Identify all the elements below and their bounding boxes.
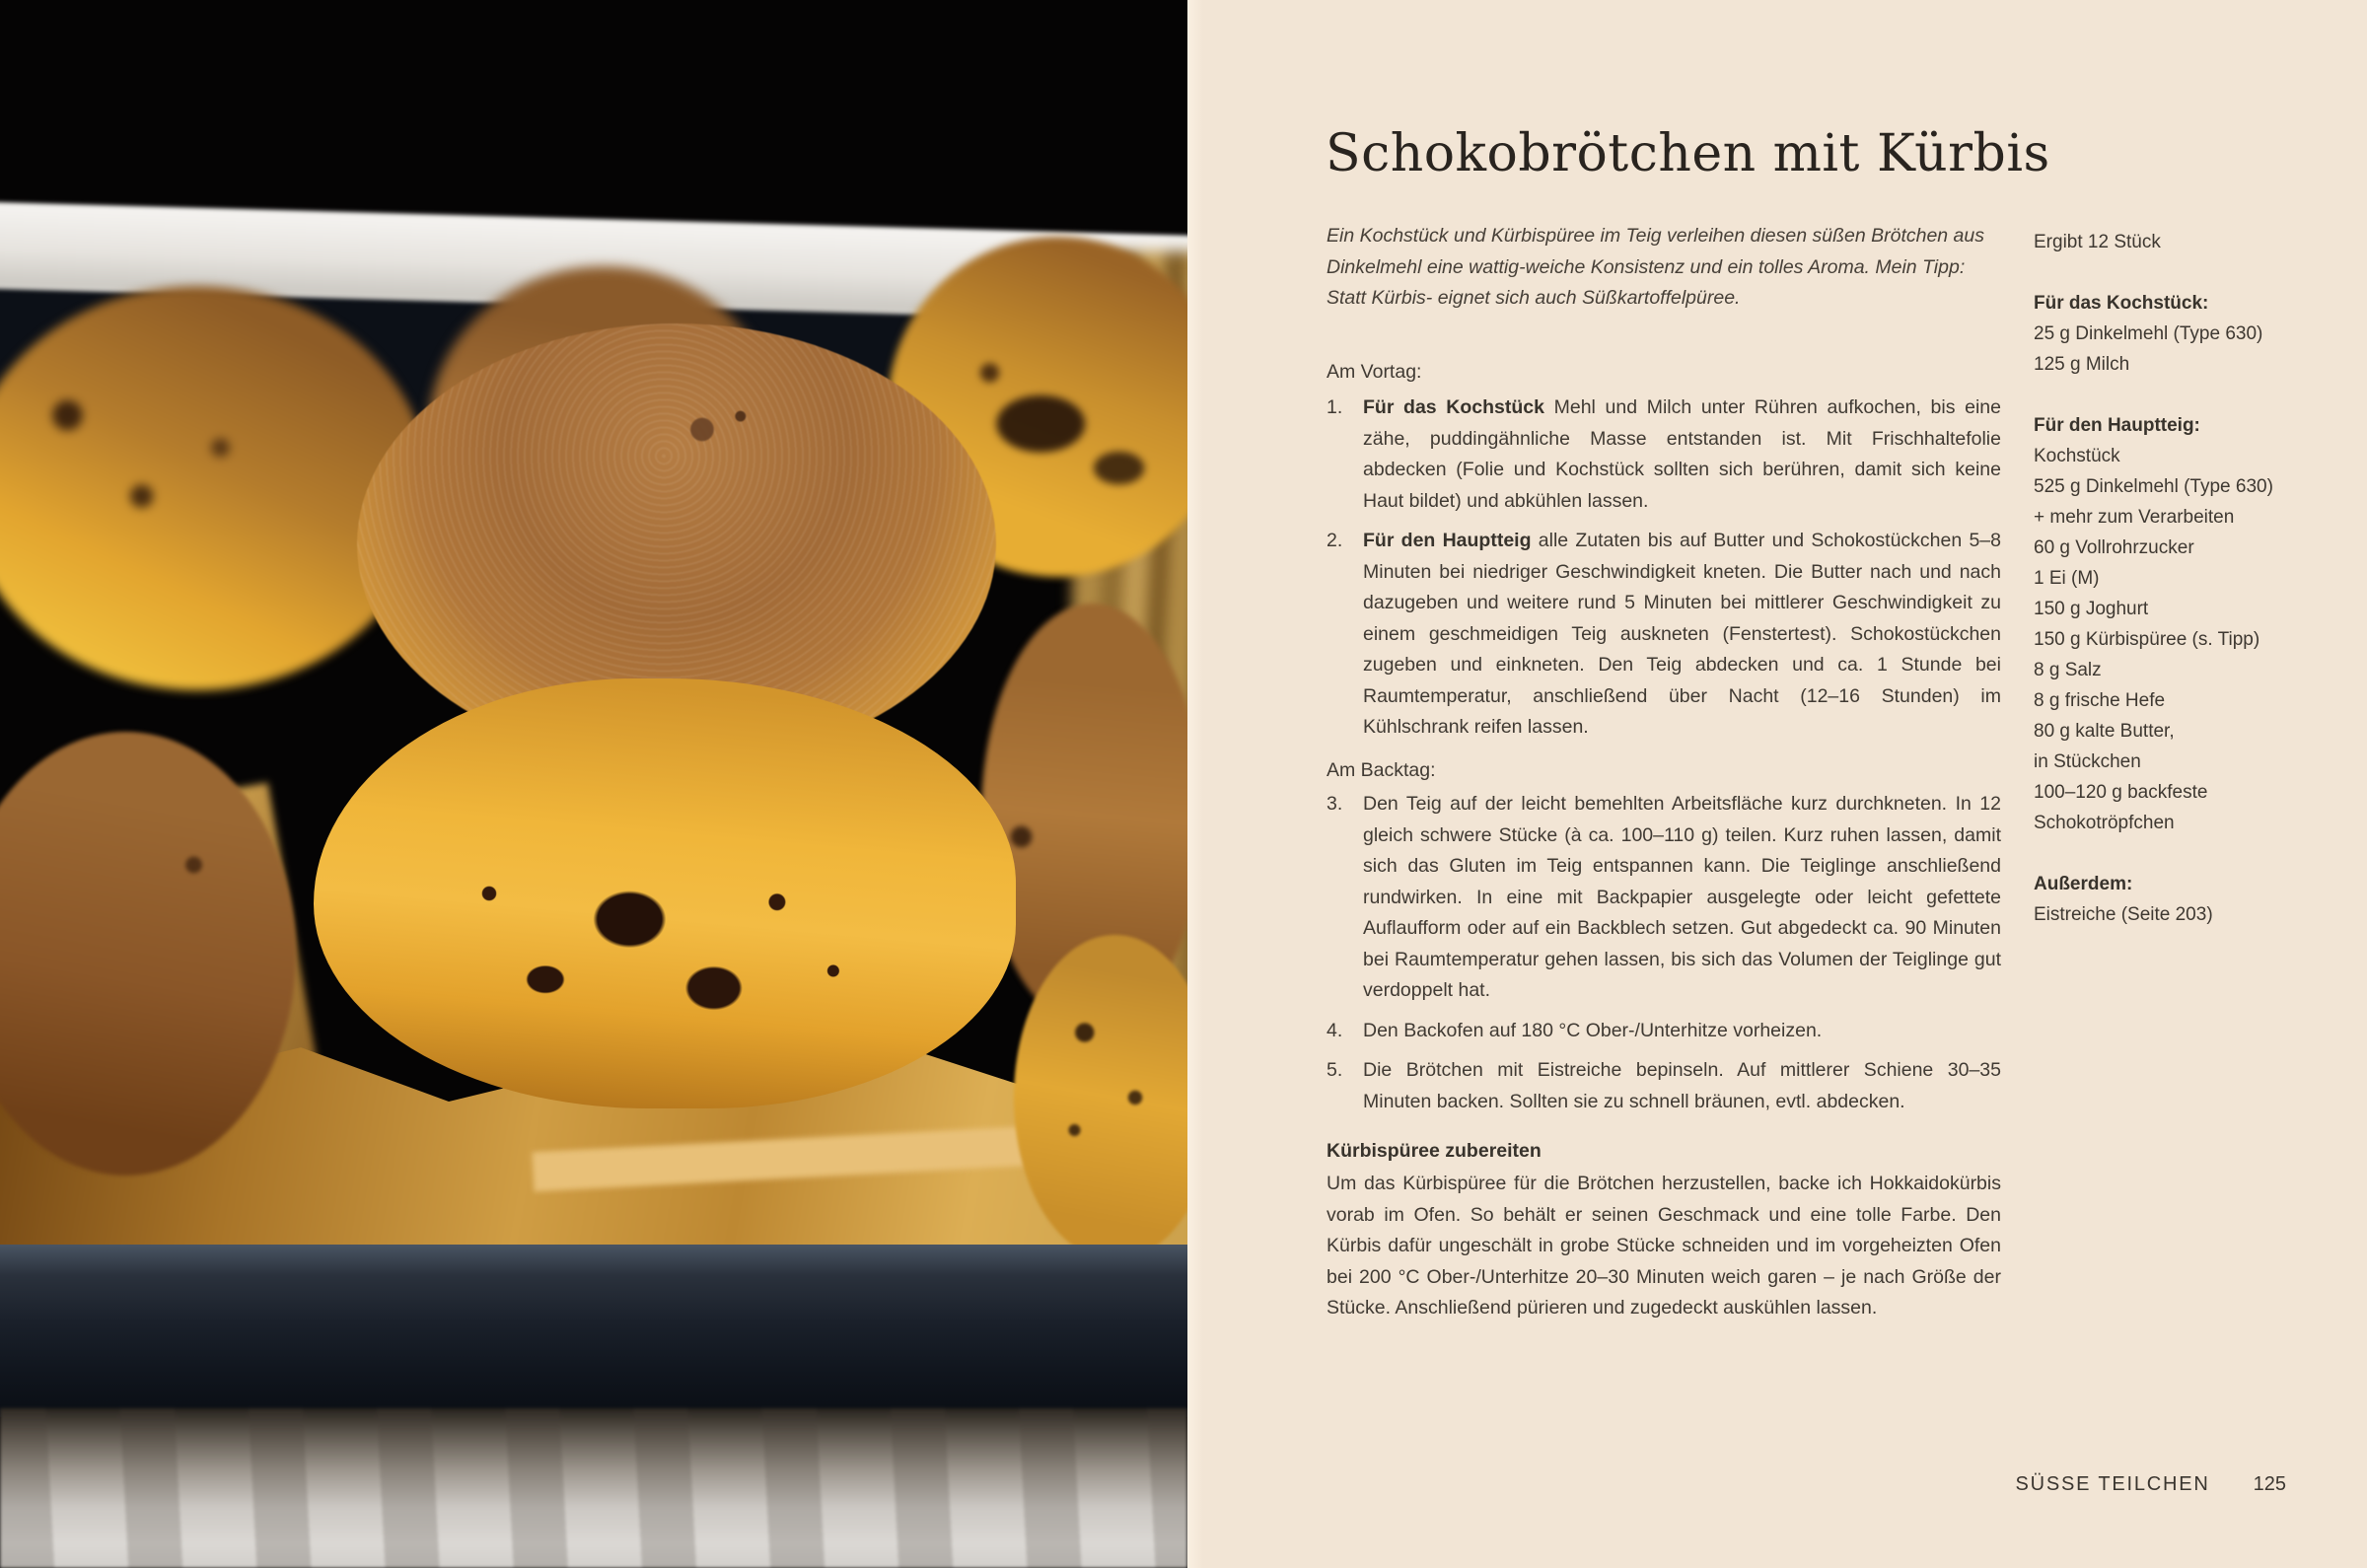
ingredient-line: in Stückchen <box>2034 751 2141 772</box>
step-number: 5. <box>1327 1059 1343 1081</box>
step-item <box>1327 1055 2001 1117</box>
ingredient-line: 150 g Joghurt <box>2034 599 2149 619</box>
ingredient-line: 8 g frische Hefe <box>2034 690 2166 711</box>
tip-text: Um das Kürbispüree für die Brötchen herzustellen, backe ich Hokkaidokürbis vorab im Ofen. So behält er seinen Geschmack und eine tolle Farbe. Den Kürbis dafür ungeschält in grobe Stücke schneiden und im vorgeheizten Ofen bei 200 °C Ober-/Unterhitze 20–30 Minuten weich garen – je nach Größe der Stücke. Anschließend pürieren und zugedeckt auskühlen lassen. <box>1327 1173 2001 1319</box>
page-gutter <box>1187 0 1203 1568</box>
steps-day-before <box>1327 392 2001 752</box>
step-text <box>1363 1016 2001 1047</box>
ingredient-line: Schokotröpfchen <box>2034 813 2175 833</box>
table-cloth <box>0 1408 1187 1568</box>
ingredient-group-title: Für den Hauptteig: <box>2034 415 2200 436</box>
step-item <box>1327 526 2001 744</box>
recipe-intro: Ein Kochstück und Kürbispüree im Teig verleihen diesen süßen Brötchen aus Dinkelmehl eine wattig-weiche Konsistenz und ein tolles Aroma. Mein Tipp: Statt Kürbis- eignet sich auch Süßkartoffelpüree. <box>1327 225 1984 309</box>
step-body: Mehl und Milch unter Rühren aufkochen, bis eine zähe, puddingähnliche Masse entstanden ist. Mit Frischhaltefolie abdecken (Folie und Kochstück sollten sich berühren, damit sich keine Haut bildet) und abkühlen lassen. <box>1363 396 2001 512</box>
ingredient-line: 25 g Dinkelmehl (Type 630) <box>2034 323 2263 344</box>
step-lead: Für den Hauptteig <box>1363 530 1539 551</box>
section-label-baking-day: Am Backtag: <box>1327 759 1436 781</box>
ingredients-sidebar <box>2034 227 2339 930</box>
ingredient-line: 60 g Vollrohrzucker <box>2034 537 2194 558</box>
bun-center-bottom <box>314 678 1016 1108</box>
ingredient-group-title: Für das Kochstück: <box>2034 293 2209 314</box>
step-text <box>1363 526 2001 744</box>
ingredient-line: Eistreiche (Seite 203) <box>2034 904 2213 925</box>
yield-line: Ergibt 12 Stück <box>2034 232 2161 252</box>
ingredient-line: 150 g Kürbispüree (s. Tipp) <box>2034 629 2260 650</box>
step-item <box>1327 789 2001 1007</box>
baking-tray-edge <box>0 1245 1187 1417</box>
ingredient-line: 125 g Milch <box>2034 354 2130 375</box>
section-label-day-before: Am Vortag: <box>1327 361 1422 383</box>
recipe-page <box>1187 0 2367 1568</box>
step-body: Den Teig auf der leicht bemehlten Arbeitsfläche kurz durchkneten. In 12 gleich schwere Stücke (à ca. 100–110 g) teilen. Kurz ruhen lassen, damit sich das Gluten im Teig entspannen kann. Die Teiglinge anschließend rundwirken. In eine mit Backpapier ausgelegte oder leicht gefettete Auflaufform oder auf ein Backblech setzen. Gut abgedeckt ca. 90 Minuten bei Raumtemperatur gehen lassen, bis sich das Volumen der Teiglinge gut verdoppelt hat. <box>1363 793 2001 1001</box>
ingredient-line: 100–120 g backfeste <box>2034 782 2208 803</box>
step-lead: Für das Kochstück <box>1363 396 1554 418</box>
ingredient-line: + mehr zum Verarbeiten <box>2034 507 2235 528</box>
page-footer <box>2016 1473 2286 1496</box>
tip-heading: Kürbispüree zubereiten <box>1327 1140 1542 1162</box>
ingredient-line: 80 g kalte Butter, <box>2034 721 2175 742</box>
ingredient-line: 525 g Dinkelmehl (Type 630) <box>2034 476 2273 497</box>
ingredient-line: 1 Ei (M) <box>2034 568 2100 589</box>
ingredient-line: Kochstück <box>2034 446 2120 466</box>
step-text <box>1363 789 2001 1007</box>
step-number: 1. <box>1327 396 1343 418</box>
step-body: Den Backofen auf 180 °C Ober-/Unterhitze vorheizen. <box>1363 1019 1823 1041</box>
ingredient-group-title: Außerdem: <box>2034 874 2133 894</box>
step-body: alle Zutaten bis auf Butter und Schokostückchen 5–8 Minuten bei niedriger Geschwindigkeit kneten. Die Butter nach und nach dazugeben und weitere rund 5 Minuten bei mittlerer Geschwindigkeit zu einem geschmeidigen Teig auskneten (Fenstertest). Schokostückchen zugeben und einkneten. Den Teig abdecken und ca. 1 Stunde bei Raumtemperatur, anschließend über Nacht (12–16 Stunden) im Kühlschrank reifen lassen. <box>1363 530 2002 738</box>
step-text <box>1363 1055 2001 1117</box>
chapter-label: SÜSSE TEILCHEN <box>2015 1473 2210 1495</box>
ingredient-line: 8 g Salz <box>2034 660 2102 680</box>
step-number: 2. <box>1327 530 1343 551</box>
step-text <box>1363 392 2001 517</box>
page-number: 125 <box>2253 1473 2286 1495</box>
step-item <box>1327 392 2001 517</box>
step-number: 4. <box>1327 1019 1343 1041</box>
step-body: Die Brötchen mit Eistreiche bepinseln. Auf mittlerer Schiene 30–35 Minuten backen. Sollten sie zu schnell bräunen, evtl. abdecken. <box>1363 1059 2001 1112</box>
steps-baking-day <box>1327 789 2001 1126</box>
recipe-title: Schokobrötchen mit Kürbis <box>1326 124 2050 183</box>
step-item <box>1327 1016 2001 1047</box>
step-number: 3. <box>1327 793 1343 815</box>
